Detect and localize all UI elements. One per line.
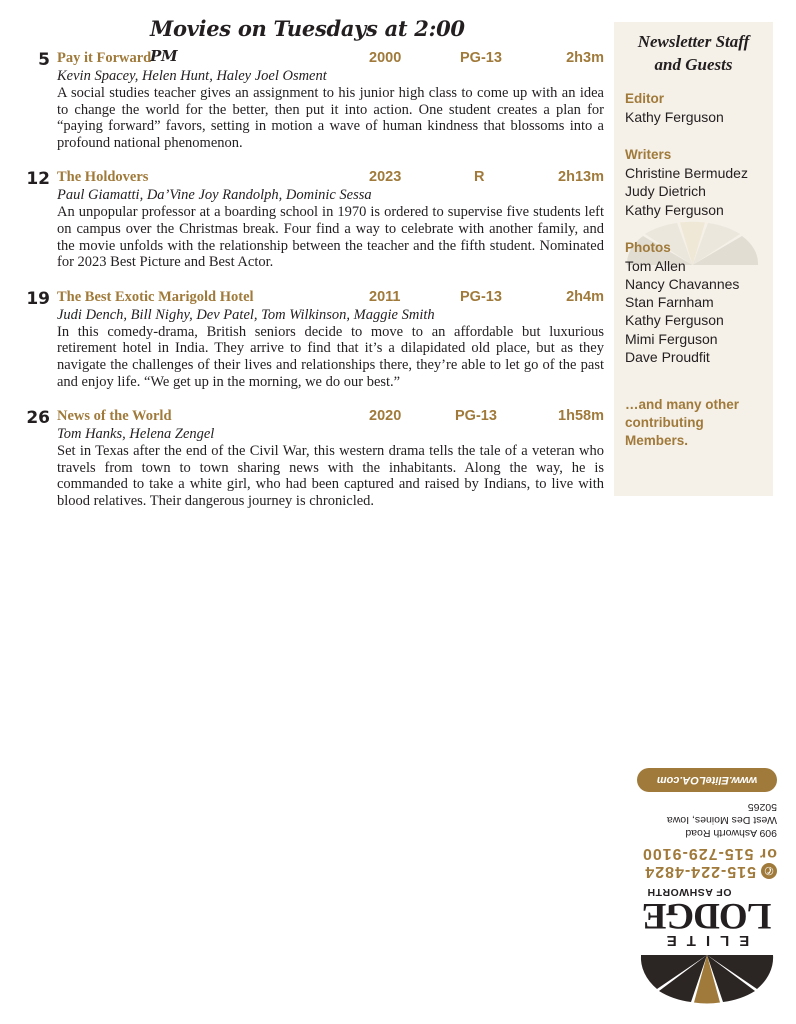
staff-name: Christine Bermudez	[625, 165, 748, 182]
movie-description: A social studies teacher gives an assignment to his junior high class to come up with an idea to change the world for the better, then put it into action. One student creates a plan for “paying forward” favors, setting in motion a wave of human kindness that blossoms into a profound national phenomenon.	[57, 85, 604, 151]
staff-name: Kathy Ferguson	[625, 109, 724, 125]
movie-header	[57, 408, 604, 426]
movie-date: 12	[26, 169, 50, 190]
elite-lodge-ad	[637, 773, 777, 1005]
movie-rating: PG-13	[460, 288, 502, 305]
movie-rating: PG-13	[455, 408, 497, 425]
staff-section-photos	[625, 239, 762, 366]
movie-title: Pay it Forward	[57, 50, 152, 66]
website-link[interactable]: www.EliteLOA.com	[637, 768, 777, 792]
movie-cast: Judi Dench, Bill Nighy, Dev Patel, Tom Wilkinson, Maggie Smith	[57, 306, 435, 323]
movie-date: 5	[38, 50, 50, 70]
staff-section-label: Writers	[625, 147, 672, 163]
staff-credit	[625, 396, 762, 450]
movie-date: 26	[26, 408, 50, 429]
movie-runtime: 1h58m	[558, 408, 604, 425]
movie-title: The Holdovers	[57, 169, 149, 186]
staff-name: Tom Allen	[625, 257, 686, 274]
lodge-fan-logo-icon	[637, 953, 777, 1005]
movie-year: 2000	[369, 50, 402, 66]
staff-credit-line: …and many other	[625, 397, 740, 413]
page-title-suffix: PM	[150, 47, 178, 65]
staff-name: Judy Dietrich	[625, 183, 706, 200]
movie-date: 19	[26, 288, 50, 309]
staff-heading	[625, 30, 762, 76]
movie-cast: Paul Giamatti, Da’Vine Joy Randolph, Dominic Sessa	[57, 187, 372, 204]
phone-icon: ✆	[761, 863, 777, 879]
movie-list	[20, 50, 604, 510]
movie-rating: PG-13	[460, 50, 502, 66]
movie-runtime: 2h4m	[566, 288, 604, 305]
movie-header	[57, 289, 604, 307]
movie-title: The Best Exotic Marigold Hotel	[57, 288, 254, 305]
phone-row	[637, 862, 777, 880]
brand-top: ELITE	[656, 932, 750, 949]
address	[637, 800, 777, 839]
movie-year: 2011	[369, 288, 401, 305]
staff-name: Mimi Ferguson	[625, 330, 718, 347]
phone-number[interactable]: 515-224-4824	[644, 863, 756, 880]
movie-year: 2020	[369, 408, 402, 425]
movie-entry	[20, 169, 604, 270]
movie-entry	[20, 50, 604, 151]
address-line: West Des Moines, Iowa 50265	[666, 801, 777, 826]
movie-runtime: 2h13m	[558, 169, 604, 186]
staff-section-label: Photos	[625, 239, 671, 255]
address-line: 909 Ashworth Road	[685, 827, 777, 839]
movie-cast: Kevin Spacey, Helen Hunt, Haley Joel Osment	[57, 68, 327, 84]
staff-section-editor	[625, 90, 762, 126]
staff-section-label: Editor	[625, 91, 664, 106]
staff-name: Dave Proudfit	[625, 348, 710, 365]
brand-sub: OF ASHWORTH	[647, 886, 732, 898]
staff-name: Kathy Ferguson	[625, 201, 724, 218]
staff-name: Stan Farnham	[625, 294, 714, 311]
staff-credit-line: Members.	[625, 433, 689, 449]
movie-title: News of the World	[57, 408, 172, 425]
movie-year: 2023	[369, 169, 402, 186]
page-title-text: Movies on Tuesdays at 2:00	[150, 16, 465, 41]
brand-main: LODGE	[642, 895, 772, 936]
movie-cast: Tom Hanks, Helena Zengel	[57, 426, 215, 443]
movie-rating: R	[474, 169, 485, 186]
movie-header	[57, 50, 604, 68]
phone-number-alt[interactable]: or 515-729-9100	[641, 845, 777, 862]
movie-description: Set in Texas after the end of the Civil War, this western drama tells the tale of a veteran who travels from town to town sharing news with the inhabitants. Along the way, he is commanded to take a white girl, who had been captured and raised by Indians, to live with blood relatives. Their dangerous journey is chronicled.	[57, 443, 604, 509]
staff-name: Nancy Chavannes	[625, 276, 740, 293]
staff-name: Kathy Ferguson	[625, 312, 724, 329]
movie-entry	[20, 408, 604, 509]
staff-heading-line: Newsletter Staff	[637, 32, 750, 51]
movie-entry	[20, 289, 604, 390]
staff-section-writers	[625, 146, 762, 219]
staff-panel	[614, 22, 773, 496]
movie-description: In this comedy-drama, British seniors decide to move to an affordable but luxurious retirement hotel in India. They arrive to find that it’s a dilapidated old place, but as they navigate the challenges of their lives and relationships there, they’re able to let go of the past and enjoy life. “We get up in the morning, we do our best.”	[57, 323, 604, 390]
movie-header	[57, 169, 604, 187]
staff-heading-line: and Guests	[654, 55, 733, 74]
movie-runtime: 2h3m	[566, 50, 604, 66]
staff-credit-line: contributing	[625, 415, 704, 431]
movie-description: An unpopular professor at a boarding school in 1970 is ordered to supervise five students left on campus over the Christmas break. Four find a way to celebrate with another family, and the movie unfolds with the relationship between the teacher and the fifth student. Nominated for 2023 Best Picture and Best Actor.	[57, 204, 604, 271]
